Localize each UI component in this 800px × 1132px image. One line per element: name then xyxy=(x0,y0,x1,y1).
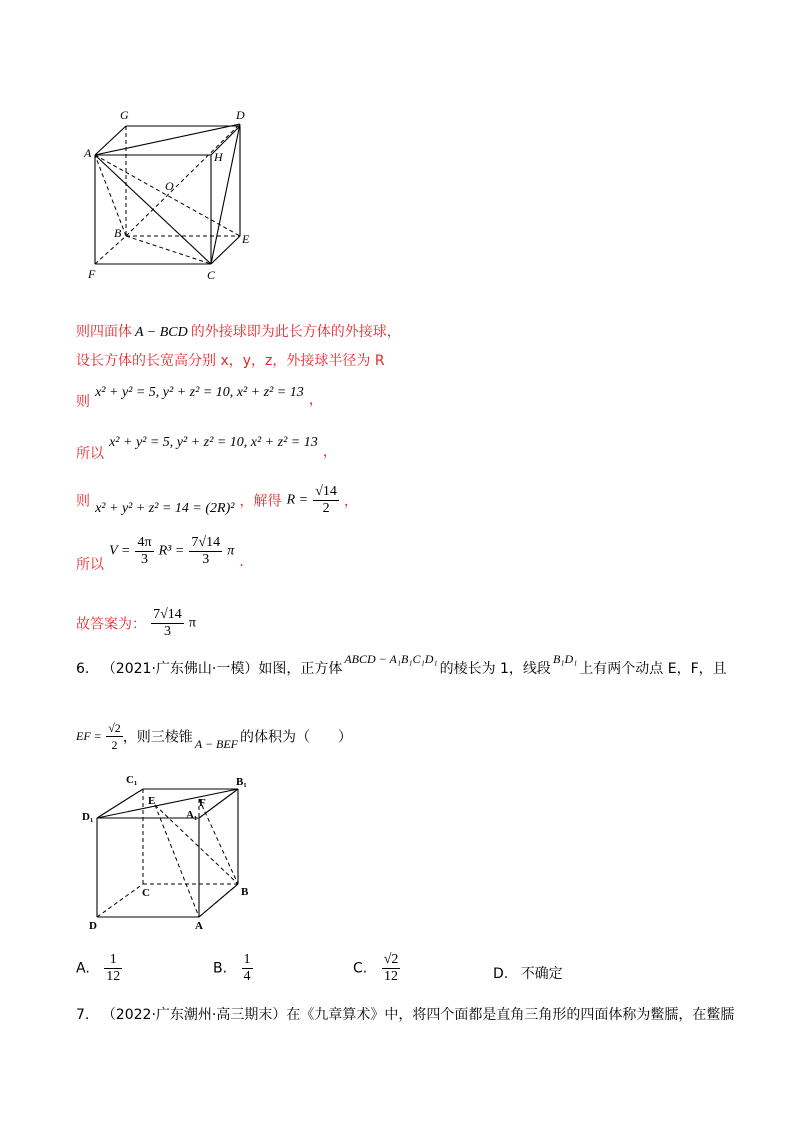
solution-line-3: 则 x² + y² = 5, y² + z² = 10, x² + z² = 13 ， xyxy=(76,385,323,410)
question-7: 7. （2022·广东潮州·高三期末）在《九章算术》中，将四个面都是直角三角形的四面体称为鳖臑，在鳖臑 xyxy=(76,1007,735,1023)
label-D: D xyxy=(89,920,97,932)
question-6-line-1: 6. （2021·广东佛山·一模）如图，正方体ABCD − A₁B₁C₁D₁的棱长为 1，线段B₁D₁上有两个动点 E，F，且 xyxy=(76,652,727,677)
option-b[interactable]: B. $\frac{1}{4}$ xyxy=(213,952,251,984)
label-C: C xyxy=(142,887,150,899)
label-C: C xyxy=(207,268,216,282)
label-O: O xyxy=(165,179,174,193)
label-A: A xyxy=(195,920,203,932)
label-H: H xyxy=(214,150,223,164)
label-A: A xyxy=(84,146,92,160)
solution-line-5: 则 x² + y² + z² = 14 = (2R)² ，解得 R = $\frac{√14}{2}$ ， xyxy=(76,484,358,516)
label-D: D xyxy=(236,108,245,122)
label-B: B xyxy=(114,226,122,240)
question-6-line-2: EF = $\frac{√2}{2}$ ，则三棱锥 A − BEF 的体积为（ ） xyxy=(76,721,353,752)
fraction-4pi-3: $\frac{4\pi}{3}$ xyxy=(137,535,152,567)
label-B: B xyxy=(241,886,249,898)
ef-fraction: $\frac{√2}{2}$ xyxy=(108,721,121,752)
fraction-radius: $\frac{√14}{2}$ xyxy=(315,484,337,516)
equation-system: x² + y² = 5, y² + z² = 10, x² + z² = 13 xyxy=(109,435,318,450)
label-F: F xyxy=(199,797,206,809)
solution-line-6: 所以 V = $\frac{4\pi}{3}$ R³ = $\frac{7√14}{3}$ π . xyxy=(76,535,244,573)
answer-fraction: $\frac{7√14}{3}$ xyxy=(153,607,182,639)
solution-line-1: 则四面体 A − BCD 的外接球即为此长方体的外接球， xyxy=(76,324,401,340)
label-E: E xyxy=(242,232,250,246)
option-a[interactable]: A. $\frac{1}{12}$ xyxy=(76,952,121,984)
label-C1: C₁ xyxy=(126,774,138,786)
label-A1: A₁ xyxy=(186,809,198,821)
fraction-volume: $\frac{7√14}{3}$ xyxy=(191,535,221,567)
label-B1: B₁ xyxy=(236,776,247,788)
solution-line-2: 设长方体的长宽高分别 x，y，z，外接球半径为 R xyxy=(76,353,385,369)
solution-line-4: 所以 x² + y² = 5, y² + z² = 10, x² + z² = 13 ， xyxy=(76,435,337,462)
label-F: F xyxy=(88,267,96,281)
option-c[interactable]: C. $\frac{√2}{12}$ xyxy=(353,952,399,984)
option-d[interactable]: D. 不确定 xyxy=(493,966,563,982)
equation-system: x² + y² = 5, y² + z² = 10, x² + z² = 13 xyxy=(95,385,304,400)
label-G: G xyxy=(120,108,129,122)
label-E: E xyxy=(148,795,156,807)
answer-line: 故答案为： $\frac{7√14}{3}$ π xyxy=(76,607,196,639)
label-D1: D₁ xyxy=(82,811,94,823)
